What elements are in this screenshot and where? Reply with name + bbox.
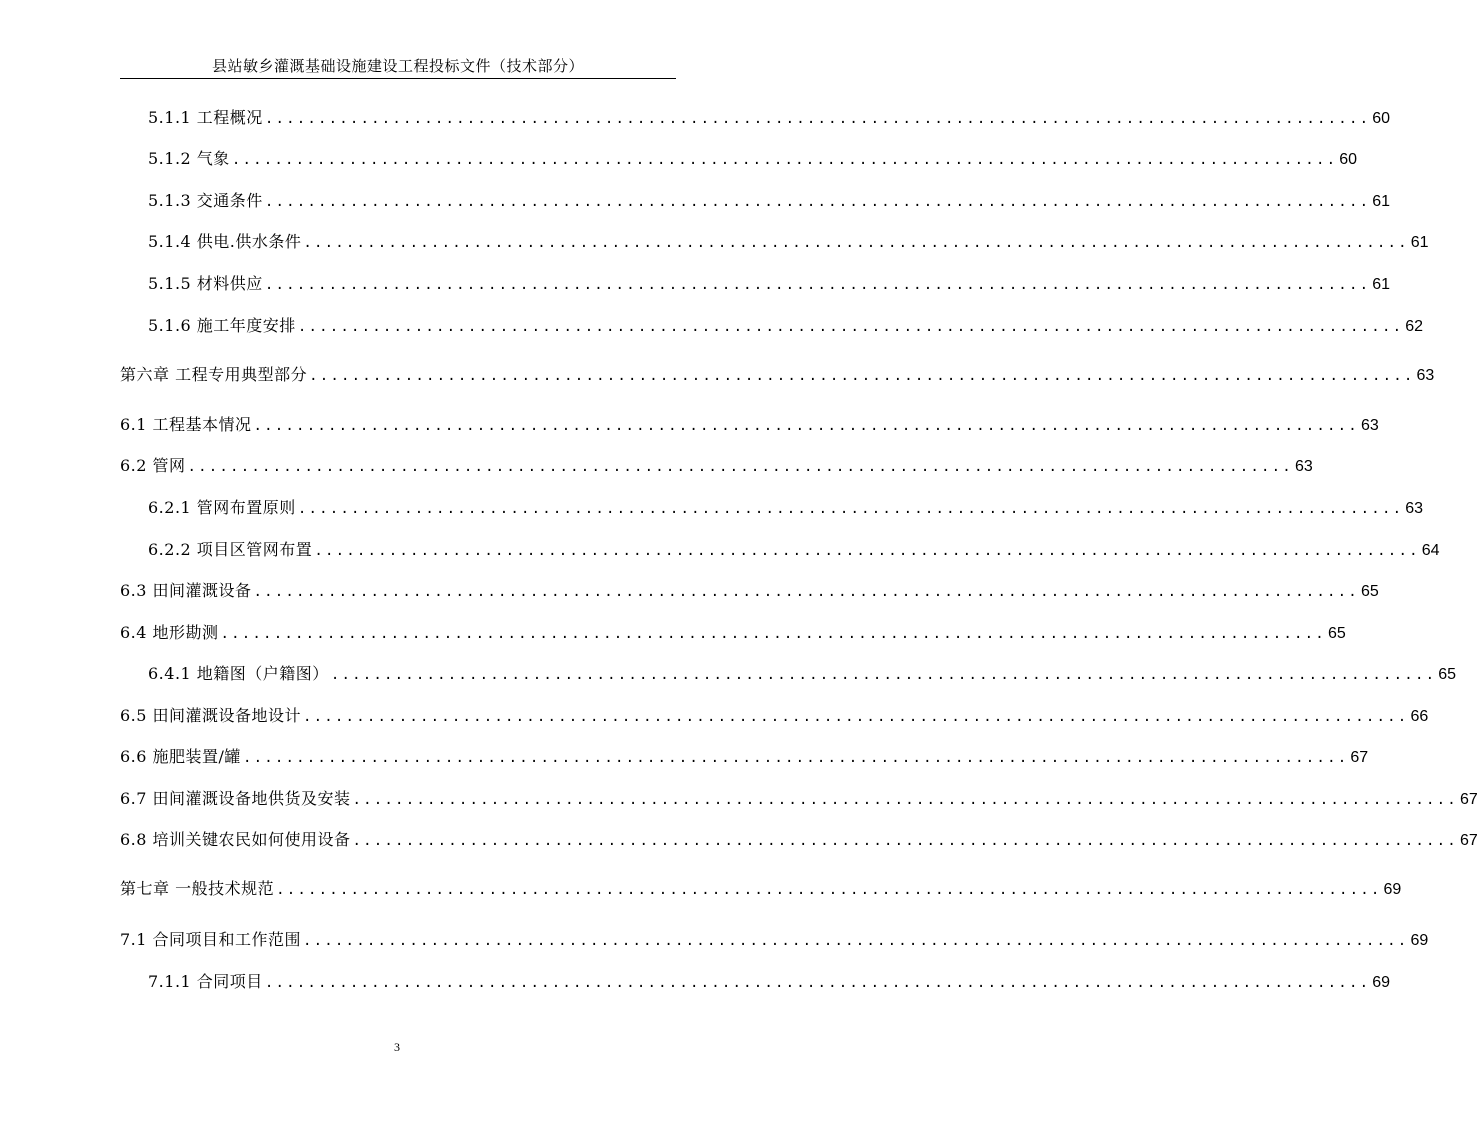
toc-entry-label: 7.1.1 合同项目 [148,972,263,991]
toc-dot-leader: ........................................................................................................ [264,277,1371,293]
toc-entry-page: 65 [1327,625,1346,642]
toc-entry-page: 69 [1383,881,1402,898]
toc-entry-page: 63 [1405,500,1423,517]
toc-dot-leader: ........................................................................................................ [352,833,1458,849]
toc-dot-leader: ........................................................................................................ [309,368,1415,384]
toc-entry-label: 5.1.3 交通条件 [148,191,263,210]
toc-entry-label: 5.1.4 供电.供水条件 [148,232,302,251]
toc-dot-leader: ........................................................................................................ [253,584,1359,600]
toc-dot-leader: ........................................................................................................ [297,319,1404,335]
toc-entry-label: 6.2.1 管网布置原则 [148,498,296,517]
toc-entry[interactable] [148,272,1390,296]
toc-entry[interactable] [120,787,1478,811]
toc-entry[interactable] [120,928,1429,952]
toc-dot-leader: ........................................................................................................ [352,792,1458,808]
toc-entry[interactable] [120,877,1402,901]
toc-entry-label: 6.4.1 地籍图（户籍图） [148,664,329,683]
toc-entry-page: 65 [1360,583,1379,600]
toc-entry-label: 5.1.5 材料供应 [148,274,263,293]
page-header: 县站敏乡灌溉基础设施建设工程投标文件（技术部分） [120,56,676,79]
toc-entry-page: 63 [1416,367,1435,384]
toc-entry[interactable] [148,314,1423,338]
toc-entry-page: 69 [1410,932,1429,949]
toc-entry-page: 61 [1372,193,1390,210]
toc-entry-label: 7.1 合同项目和工作范围 [120,930,302,949]
toc-entry-label: 5.1.6 施工年度安排 [148,316,296,335]
toc-entry[interactable] [148,496,1423,520]
toc-entry-page: 67 [1459,791,1478,808]
toc-entry[interactable] [120,454,1313,478]
toc-entry[interactable] [120,413,1379,437]
toc-entry-label: 第七章 一般技术规范 [120,879,275,898]
toc-entry-label: 第六章 工程专用典型部分 [120,365,308,384]
toc-dot-leader: ........................................................................................................ [264,975,1371,991]
toc-dot-leader: ........................................................................................................ [303,933,1409,949]
toc-dot-leader: ........................................................................................................ [220,626,1326,642]
toc-dot-leader: ........................................................................................................ [264,194,1371,210]
toc-entry-page: 63 [1294,458,1313,475]
toc-entry[interactable] [120,579,1379,603]
toc-entry[interactable] [148,970,1390,994]
toc-entry[interactable] [120,621,1346,645]
toc-dot-leader: ........................................................................................................ [330,667,1437,683]
page-number: 3 [394,1040,400,1054]
toc-entry-label: 6.3 田间灌溉设备 [120,581,252,600]
toc-entry[interactable] [120,745,1369,769]
toc-dot-leader: ........................................................................................................ [297,501,1404,517]
toc-entry-page: 61 [1410,234,1429,251]
toc-entry-label: 6.6 施肥装置/罐 [120,747,241,766]
toc-entry-label: 6.7 田间灌溉设备地供货及安装 [120,789,351,808]
toc-entry-page: 69 [1372,974,1390,991]
toc-entry-page: 64 [1421,542,1440,559]
toc-entry[interactable] [120,704,1429,728]
toc-entry-page: 63 [1360,417,1379,434]
toc-entry[interactable] [120,363,1435,387]
toc-entry[interactable] [148,230,1429,254]
toc-entry-label: 6.2 管网 [120,456,186,475]
toc-entry-page: 60 [1339,151,1357,168]
toc-entry[interactable] [148,106,1390,130]
toc-dot-leader: ........................................................................................................ [187,459,1293,475]
toc-dot-leader: ........................................................................................................ [242,750,1349,766]
toc-entry-label: 6.8 培训关键农民如何使用设备 [120,830,351,849]
toc-entry[interactable] [148,662,1456,686]
toc-entry-page: 67 [1350,749,1369,766]
toc-entry-page: 61 [1372,276,1390,293]
toc-entry[interactable] [148,538,1440,562]
toc-entry-page: 60 [1372,110,1390,127]
toc-entry-label: 5.1.2 气象 [148,149,230,168]
toc-entry-page: 67 [1459,832,1478,849]
toc-entry-page: 65 [1438,666,1456,683]
toc-entry-label: 6.2.2 项目区管网布置 [148,540,313,559]
toc-entry-label: 6.4 地形勘测 [120,623,219,642]
toc-entry[interactable] [120,828,1478,852]
toc-dot-leader: ........................................................................................................ [276,882,1382,898]
toc-dot-leader: ........................................................................................................ [231,152,1338,168]
toc-entry[interactable] [148,147,1357,171]
toc-dot-leader: ........................................................................................................ [264,111,1371,127]
toc-dot-leader: ........................................................................................................ [314,543,1420,559]
toc-entry-label: 6.1 工程基本情况 [120,415,252,434]
toc-entry[interactable] [148,189,1390,213]
toc-dot-leader: ........................................................................................................ [303,235,1409,251]
toc-entry-label: 5.1.1 工程概况 [148,108,263,127]
toc-entry-page: 66 [1410,708,1429,725]
toc-dot-leader: ........................................................................................................ [303,709,1409,725]
toc-dot-leader: ........................................................................................................ [253,418,1359,434]
toc-entry-label: 6.5 田间灌溉设备地设计 [120,706,302,725]
toc-entry-page: 62 [1405,318,1423,335]
